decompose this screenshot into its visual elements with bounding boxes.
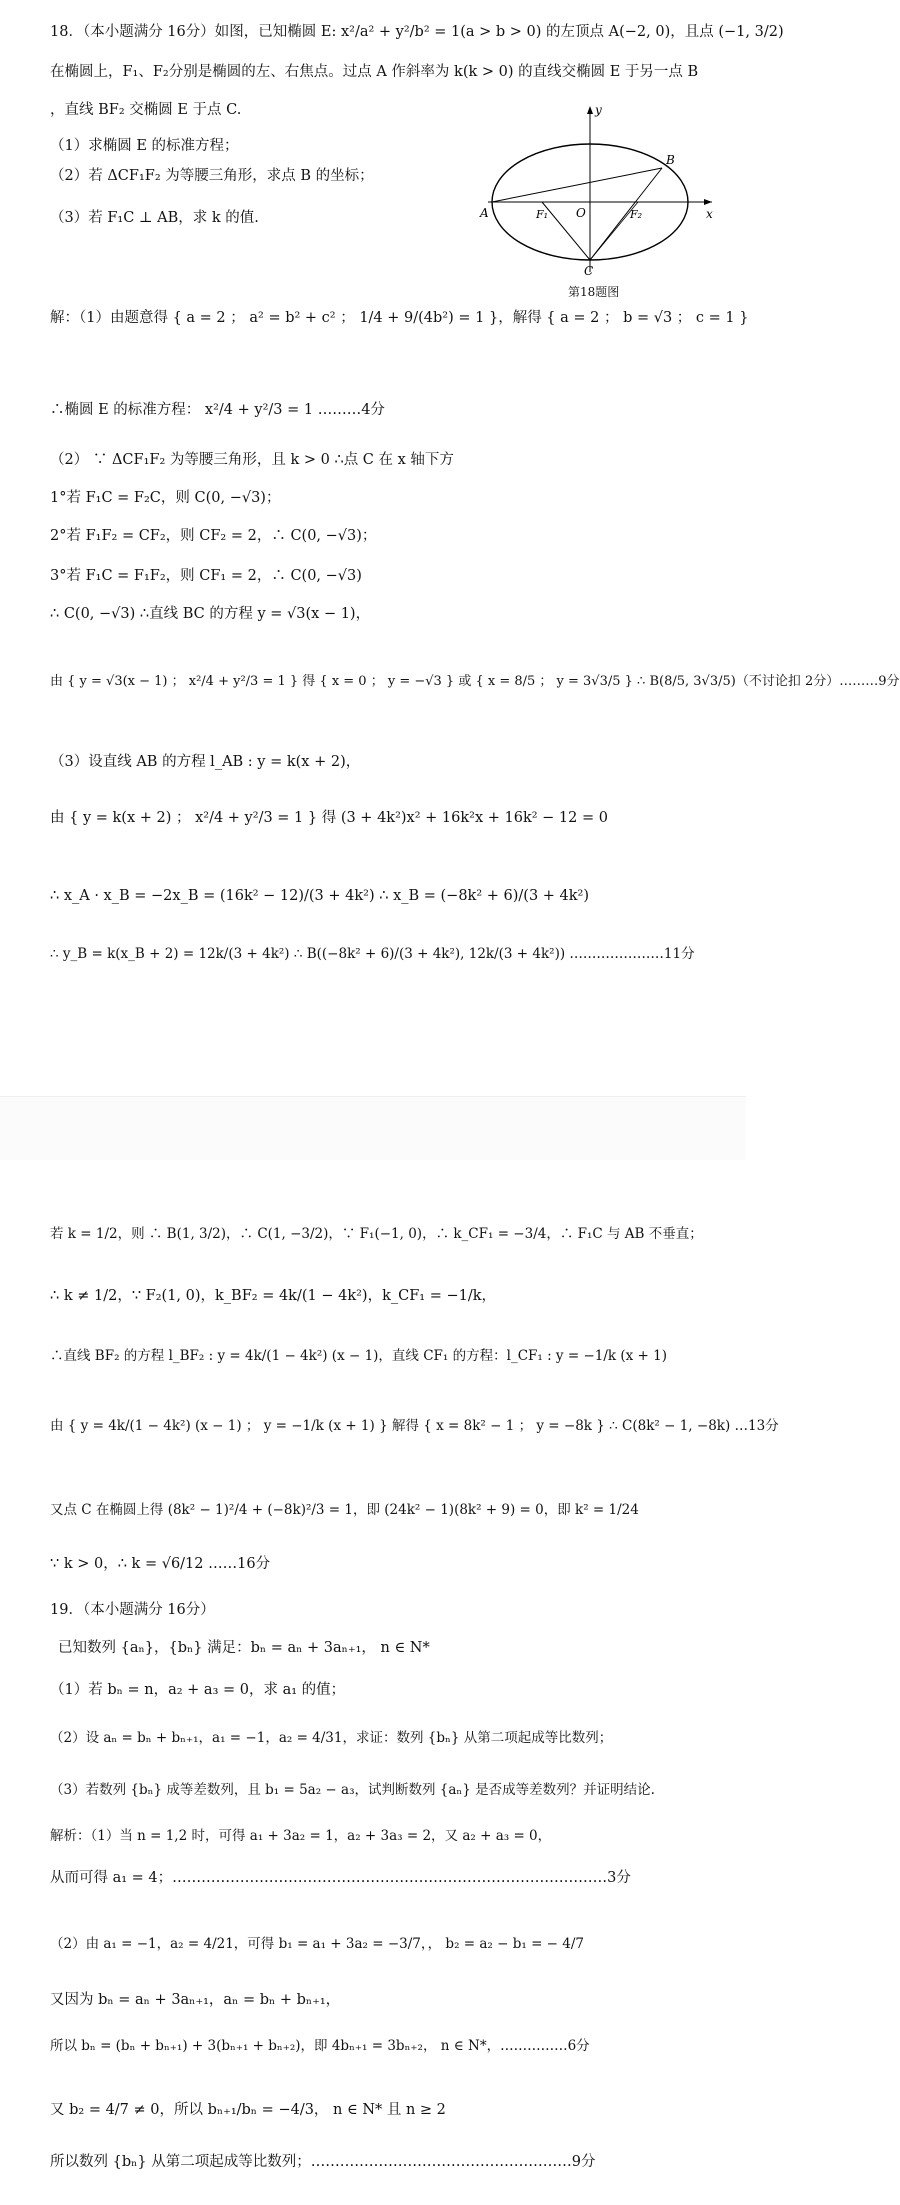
problem19-question1: （1）若 bₙ = n，a₂ + a₃ = 0，求 a₁ 的值； (50, 1682, 346, 1698)
solution3-yb: ∴ y_B = k(x_B + 2) = 12k/(3 + 4k²) ∴ B((−8k² + 6)/(3 + 4k²), 12k/(3 + 4k²)) …………………11分 (50, 946, 695, 962)
fig-label-f2: F₂ (630, 208, 643, 221)
problem18-question1: （1）求椭圆 E 的标准方程； (50, 138, 239, 154)
page-separator (0, 1096, 746, 1162)
problem18-question3: （3）若 F₁C ⊥ AB，求 k 的值. (50, 210, 259, 226)
p18-part3-line1: 若 k = 1/2，则 ∴ B(1, 3/2)，∴ C(1, −3/2)，∵ F₁(−1, 0)，∴ k_CF₁ = −3/4，∴ F₁C 与 AB 不垂直； (50, 1226, 703, 1242)
solution1-result: ∴椭圆 E 的标准方程： x²/4 + y²/3 = 1 ………4分 (50, 402, 385, 418)
p18-part3-line5: 又点 C 在椭圆上得 (8k² − 1)²/4 + (−8k)²/3 = 1，即 (24k² − 1)(8k² + 9) = 0，即 k² = 1/24 (50, 1502, 639, 1518)
problem19-statement: 已知数列 {aₙ}，{bₙ} 满足：bₙ = aₙ + 3aₙ₊₁， n ∈ N* (58, 1640, 430, 1656)
solution2-case3: 3°若 F₁C = F₁F₂，则 CF₁ = 2，∴ C(0, −√3) (50, 568, 362, 584)
problem19-solution2: （2）由 a₁ = −1，a₂ = 4/21，可得 b₁ = a₁ + 3a₂ = −3/7，， b₂ = a₂ − b₁ = − 4/7 (50, 1936, 585, 1952)
problem19-solution3: 又因为 bₙ = aₙ + 3aₙ₊₁，aₙ = bₙ + bₙ₊₁， (50, 1992, 341, 2008)
problem18-statement-line3: ，直线 BF₂ 交椭圆 E 于点 C. (50, 102, 242, 118)
solution2-case1: 1°若 F₁C = F₂C，则 C(0, −√3)； (50, 490, 281, 506)
problem18-statement-line2: 在椭圆上，F₁、F₂分别是椭圆的左、右焦点。过点 A 作斜率为 k(k > 0) 的直线交椭圆 E 于另一点 B (50, 64, 699, 80)
fig-label-c: C (584, 264, 594, 278)
problem18-header: 18．（本小题满分 16分）如图，已知椭圆 E: x²/a² + y²/b² = 1(a > b > 0) 的左顶点 A(−2, 0)，且点 (−1, 3/2) (50, 24, 784, 40)
solution3-intro: （3）设直线 AB 的方程 l_AB : y = k(x + 2)， (50, 754, 361, 770)
p18-part3-line2: ∴ k ≠ 1/2，∵ F₂(1, 0)，k_BF₂ = 4k/(1 − 4k²)，k_CF₁ = −1/k， (50, 1288, 496, 1304)
problem19-solution1b: 从而可得 a₁ = 4；………………………………………………………………………………3分 (50, 1870, 631, 1886)
solution3-solve-ab: 由 { y = k(x + 2) ； x²/4 + y²/3 = 1 } 得 (3 + 4k²)x² + 16k²x + 16k² − 12 = 0 (50, 810, 608, 826)
problem19-question3: （3）若数列 {bₙ} 成等差数列，且 b₁ = 5a₂ − a₃，试判断数列 {aₙ} 是否成等差数列？并证明结论. (50, 1782, 655, 1798)
fig-label-o: O (576, 206, 586, 220)
fig-label-y: y (595, 103, 602, 117)
problem19-solution6: 所以数列 {bₙ} 从第二项起成等比数列；………………………………………………9分 (50, 2154, 596, 2170)
solution3-xb: ∴ x_A · x_B = −2x_B = (16k² − 12)/(3 + 4k²) ∴ x_B = (−8k² + 6)/(3 + 4k²) (50, 888, 590, 904)
solution2-case2: 2°若 F₁F₂ = CF₂，则 CF₂ = 2，∴ C(0, −√3)； (50, 528, 377, 544)
fig-label-f1: F₁ (536, 208, 549, 221)
solution1-system: 解：（1）由题意得 { a = 2 ； a² = b² + c² ； 1/4 + 9/(4b²) = 1 }，解得 { a = 2 ； b = √3 ； c = 1 } (50, 310, 749, 326)
solution2-solve-b: 由 { y = √3(x − 1) ； x²/4 + y²/3 = 1 } 得 { x = 0 ； y = −√3 } 或 { x = 8/5 ； y = 3√3/5 } ∴ B(8/5, 3√3/5)（不讨论扣 2分）………9分 (50, 674, 900, 689)
p18-part3-line3: ∴直线 BF₂ 的方程 l_BF₂ : y = 4k/(1 − 4k²) (x − 1)，直线 CF₁ 的方程：l_CF₁ : y = −1/k (x + 1) (50, 1348, 667, 1364)
solution2-intro: （2） ∵ ΔCF₁F₂ 为等腰三角形，且 k > 0 ∴点 C 在 x 轴下方 (50, 452, 454, 468)
problem19-header: 19．（本小题满分 16分） (50, 1602, 215, 1618)
page-1 (0, 0, 900, 1096)
ellipse-figure (480, 100, 720, 280)
p18-part3-line4: 由 { y = 4k/(1 − 4k²) (x − 1) ； y = −1/k (x + 1) } 解得 { x = 8k² − 1 ； y = −8k } ∴ C(8k² − 1, −8k) …13分 (50, 1418, 779, 1434)
problem19-question2: （2）设 aₙ = bₙ + bₙ₊₁，a₁ = −1，a₂ = 4/31，求证：数列 {bₙ} 从第二项起成等比数列； (50, 1730, 613, 1746)
solution2-line-bc: ∴ C(0, −√3) ∴直线 BC 的方程 y = √3(x − 1)， (50, 606, 371, 622)
figure-caption: 第18题图 (568, 285, 620, 299)
problem18-question2: （2）若 ΔCF₁F₂ 为等腰三角形，求点 B 的坐标； (50, 168, 374, 184)
fig-label-b: B (666, 153, 675, 167)
page-2 (0, 1160, 779, 2205)
fig-label-a: A (480, 206, 489, 220)
problem19-solution1: 解析：（1）当 n = 1,2 时，可得 a₁ + 3a₂ = 1，a₂ + 3a₃ = 2，又 a₂ + a₃ = 0， (50, 1828, 552, 1844)
p18-part3-line6: ∵ k > 0，∴ k = √6/12 ……16分 (50, 1556, 271, 1572)
fig-label-x: x (706, 207, 713, 221)
problem19-solution5: 又 b₂ = 4/7 ≠ 0，所以 bₙ₊₁/bₙ = −4/3， n ∈ N* 且 n ≥ 2 (50, 2102, 446, 2118)
problem19-solution4: 所以 bₙ = (bₙ + bₙ₊₁) + 3(bₙ₊₁ + bₙ₊₂)，即 4bₙ₊₁ = 3bₙ₊₂， n ∈ N*，……………6分 (50, 2038, 590, 2054)
